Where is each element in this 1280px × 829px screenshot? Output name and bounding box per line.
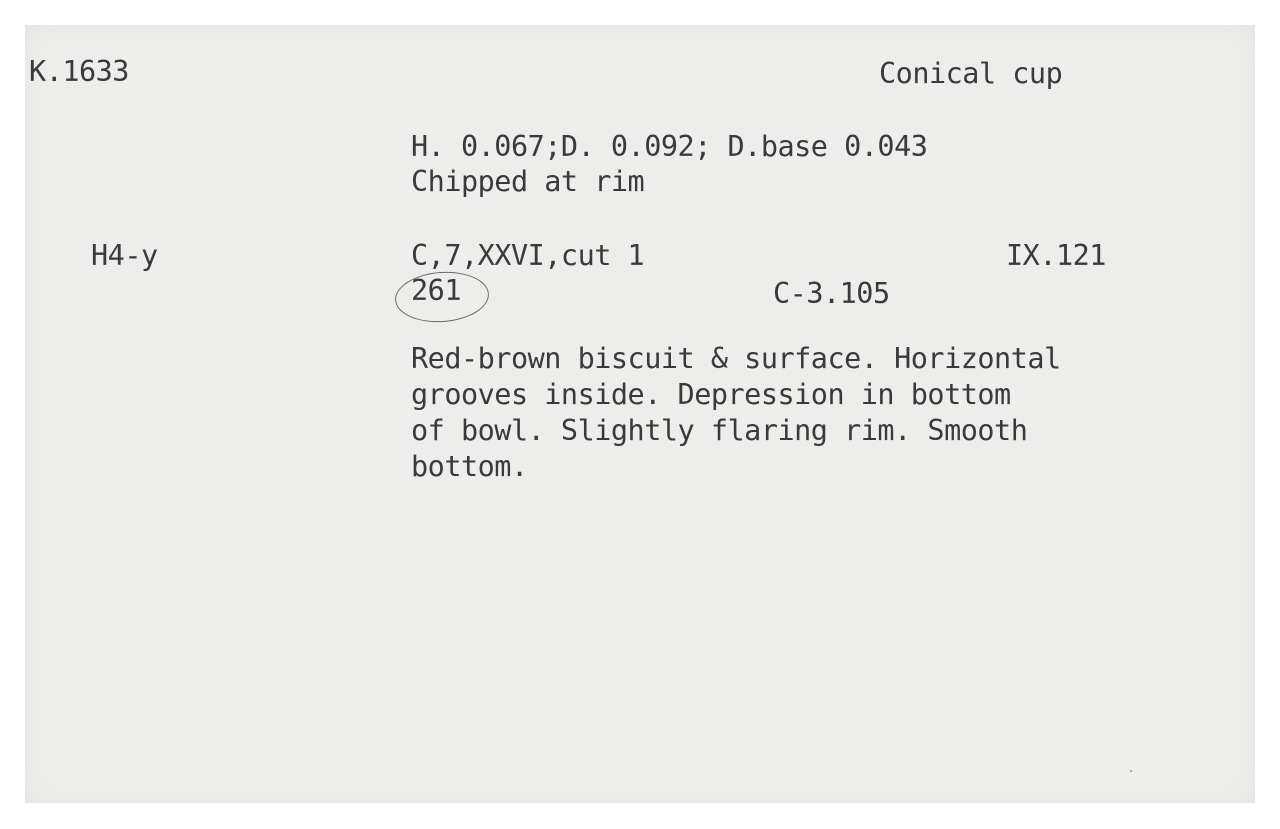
photo-reference: C-3.105 — [773, 277, 890, 310]
index-card — [25, 25, 1255, 803]
catalog-number: K.1633 — [29, 55, 129, 88]
description-line: grooves inside. Depression in bottom — [411, 378, 1011, 411]
find-number: 261 — [411, 274, 461, 307]
context-reference: C,7,XXVI,cut 1 — [411, 239, 645, 272]
description-line: bottom. — [411, 450, 528, 483]
condition-line: Chipped at rim — [411, 165, 645, 198]
description-line: of bowl. Slightly flaring rim. Smooth — [411, 414, 1028, 447]
dimensions-line: H. 0.067;D. 0.092; D.base 0.043 — [411, 130, 928, 163]
grid-reference: H4-y — [91, 239, 158, 272]
paper-speck — [1130, 770, 1132, 772]
notebook-reference: IX.121 — [1006, 239, 1106, 272]
description-line: Red-brown biscuit & surface. Horizontal — [411, 342, 1061, 375]
object-type: Conical cup — [879, 57, 1063, 90]
